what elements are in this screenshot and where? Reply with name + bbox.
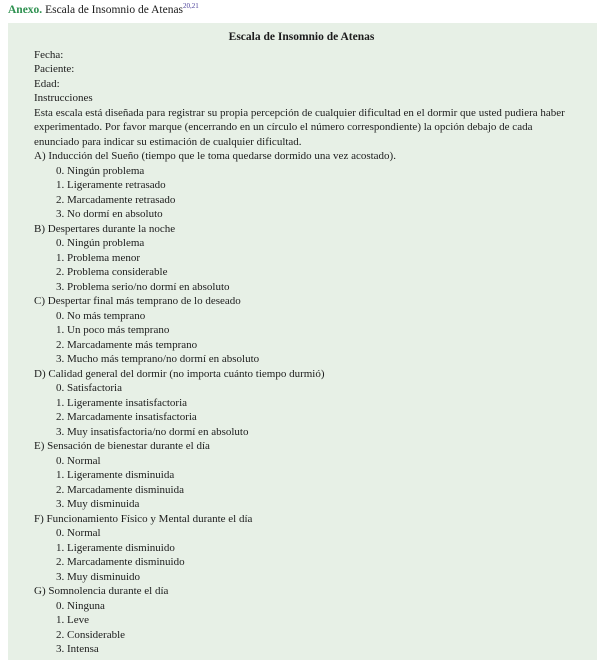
instructions-text: Esta escala está diseñada para registrar su propia percepción de cualquier dificultad en el dormir que usted pudiera haber experimentado. Por favor marque (encerrando en un círculo el número correspondiente) la opción debajo de cada enunciado para indicar su estimación de cualquier dificultad. xyxy=(34,106,565,148)
question-block-b xyxy=(34,222,569,295)
fecha-field-label: Fecha: xyxy=(34,48,64,61)
annex-heading xyxy=(0,0,605,18)
option-line: 0. Satisfactoria xyxy=(56,382,122,394)
option-line: 2. Marcadamente disminuida xyxy=(56,483,184,496)
paciente-field-label: Paciente: xyxy=(34,63,75,75)
option-line: 3. Muy disminuida xyxy=(56,498,140,510)
option-line: 3. Mucho más temprano/no dormí en absoluto xyxy=(56,353,260,365)
option-line: 1. Ligeramente retrasado xyxy=(56,179,166,191)
question-block-d xyxy=(34,367,569,440)
option-line: 3. No dormí en absoluto xyxy=(56,208,163,220)
scale-title: Escala de Insomnio de Atenas xyxy=(228,31,375,43)
option-line: 3. Intensa xyxy=(56,643,99,655)
option-line: 2. Marcadamente más temprano xyxy=(56,338,198,351)
question-label: D) Calidad general del dormir (no importa cuánto tiempo durmió) xyxy=(34,367,325,380)
option-line: 0. Normal xyxy=(56,454,101,467)
option-line: 1. Ligeramente insatisfactoria xyxy=(56,396,188,409)
scale-box xyxy=(8,23,597,660)
question-label: A) Inducción del Sueño (tiempo que le toma quedarse dormido una vez acostado). xyxy=(34,150,396,162)
option-line: 2. Considerable xyxy=(56,628,126,641)
option-line: 1. Ligeramente disminuida xyxy=(56,469,175,481)
question-label: F) Funcionamiento Físico y Mental durante el día xyxy=(34,512,253,525)
option-line: 3. Problema serio/no dormí en absoluto xyxy=(56,280,230,293)
question-label: G) Somnolencia durante el día xyxy=(34,585,169,597)
option-line: 3. Muy disminuido xyxy=(56,570,141,583)
annex-label: Anexo. xyxy=(8,4,43,16)
question-block-c xyxy=(34,294,569,367)
question-block-f xyxy=(34,512,569,585)
annex-title: Escala de Insomnio de Atenas xyxy=(42,4,184,16)
option-line: 0. Normal xyxy=(56,527,101,539)
question-label: B) Despertares durante la noche xyxy=(34,222,176,235)
option-line: 3. Muy insatisfactoria/no dormí en absoluto xyxy=(56,425,249,438)
option-line: 1. Ligeramente disminuido xyxy=(56,541,175,554)
option-line: 0. Ningún problema xyxy=(56,164,145,177)
option-line: 2. Marcadamente insatisfactoria xyxy=(56,411,197,423)
edad-field-label: Edad: xyxy=(34,77,60,90)
option-line: 1. Un poco más temprano xyxy=(56,324,170,336)
option-line: 1. Problema menor xyxy=(56,251,141,264)
option-line: 0. No más temprano xyxy=(56,309,146,322)
question-block-g xyxy=(34,584,569,657)
question-block-e xyxy=(34,439,569,512)
option-line: 2. Marcadamente retrasado xyxy=(56,193,176,206)
question-label: C) Despertar final más temprano de lo deseado xyxy=(34,295,241,307)
option-line: 0. Ningún problema xyxy=(56,237,145,249)
option-line: 1. Leve xyxy=(56,614,89,626)
question-block-a xyxy=(34,149,569,222)
option-line: 2. Problema considerable xyxy=(56,266,168,278)
question-label: E) Sensación de bienestar durante el día xyxy=(34,440,210,452)
option-line: 0. Ninguna xyxy=(56,599,105,612)
citation-superscript: 20,21 xyxy=(183,2,199,11)
option-line: 2. Marcadamente disminuido xyxy=(56,556,185,568)
instructions-label: Instrucciones xyxy=(34,92,93,104)
